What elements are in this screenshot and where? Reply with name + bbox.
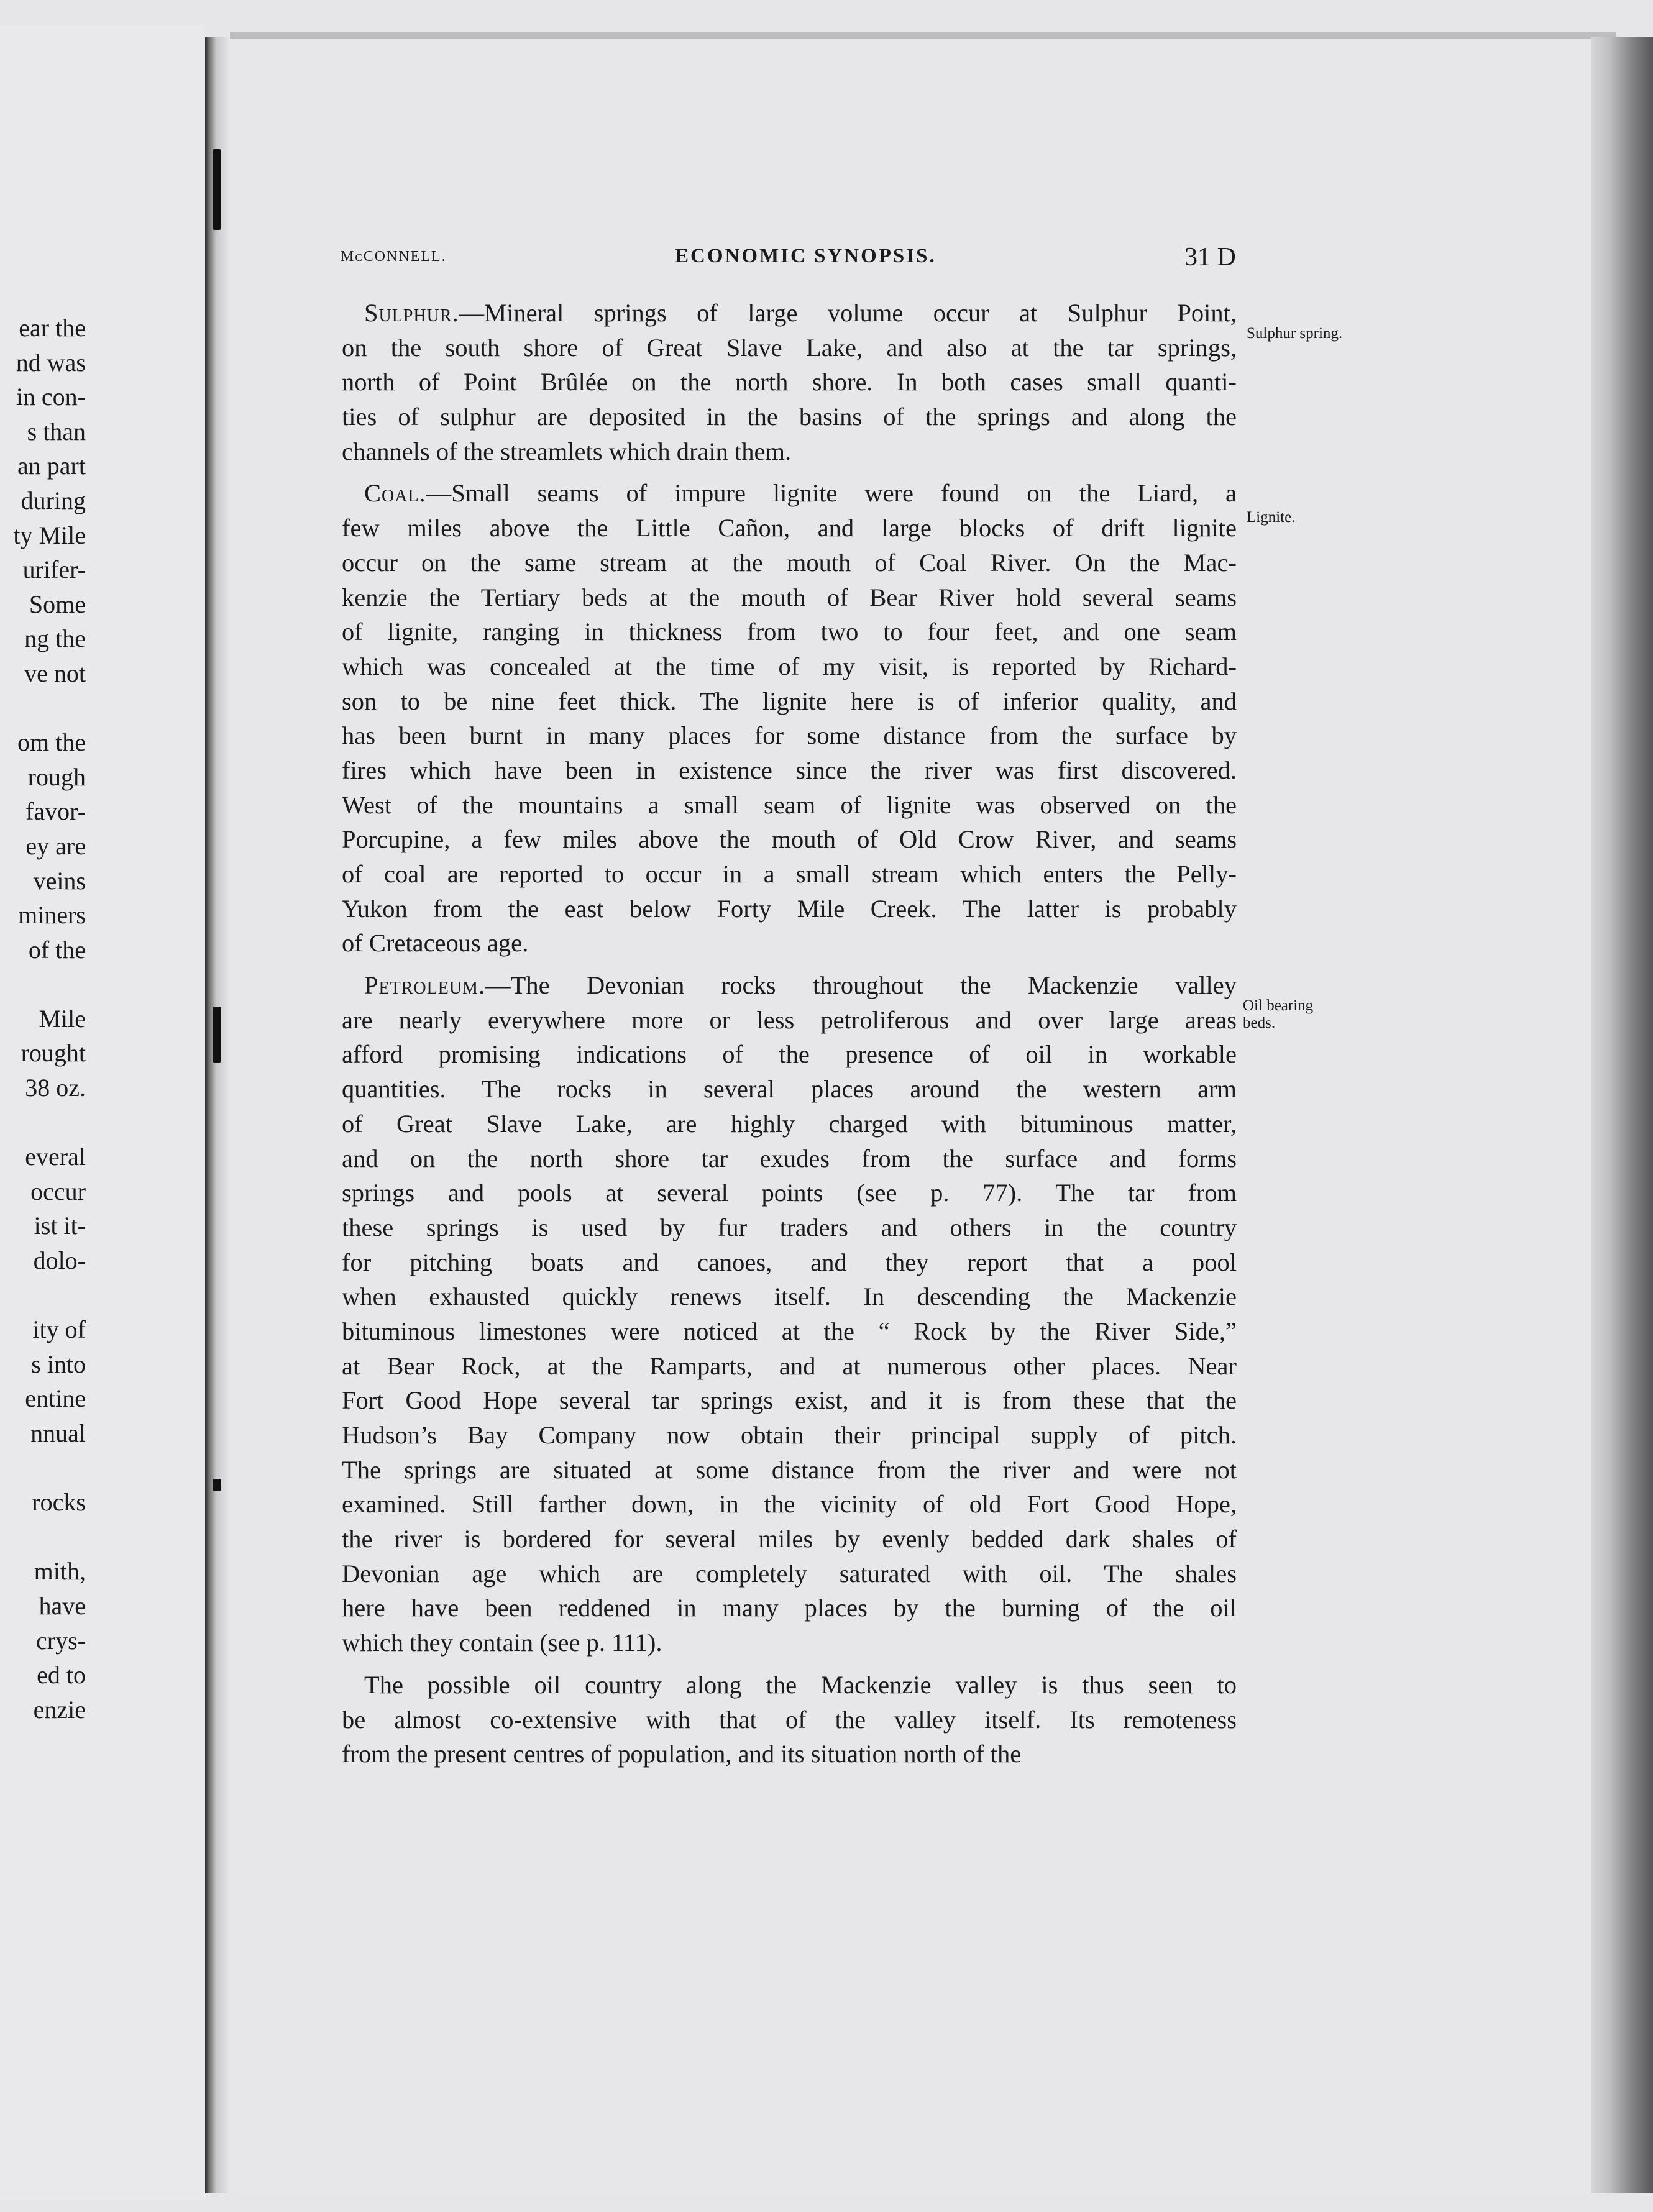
page-top-edge [230, 32, 1616, 39]
line-text: fires which have been in existence since the river was first discovered. [342, 756, 1237, 784]
left-page-line: mith, [34, 1557, 86, 1586]
left-page-line: ear the [19, 314, 86, 342]
text-line [342, 365, 1237, 400]
left-page-line: miners [18, 901, 86, 930]
margin-note-sulphur: Sulphur spring. [1247, 325, 1343, 342]
text-line [342, 1702, 1237, 1737]
line-text: for pitching boats and canoes, and they report that a pool [342, 1248, 1237, 1276]
text-line [342, 1349, 1237, 1384]
line-text: of Great Slave Lake, are highly charged with bituminous matter, [342, 1109, 1237, 1138]
left-page-line: rought [21, 1039, 86, 1067]
left-page-line [0, 1105, 86, 1140]
line-text: Hudson’s Bay Company now obtain their principal supply of pitch. [342, 1421, 1237, 1449]
left-page-line: of the [28, 935, 86, 964]
line-text: —Mineral springs of large volume occur at Sulphur Point, [459, 299, 1237, 327]
line-text: and on the north shore tar exudes from the surface and forms [342, 1144, 1237, 1172]
text-line [342, 1591, 1237, 1625]
text-line [342, 434, 1237, 469]
line-text: here have been reddened in many places by the burning of the oil [342, 1594, 1237, 1622]
text-line [342, 476, 1237, 511]
line-text: Devonian age which are completely saturated with oil. The shales [342, 1559, 1237, 1588]
line-text: Fort Good Hope several tar springs exist, and it is from these that the [342, 1386, 1237, 1415]
left-page-line: om the [17, 728, 86, 757]
left-page-line: urifer- [22, 555, 86, 584]
line-text: these springs is used by fur traders and others in the country [342, 1213, 1237, 1241]
left-page-line: rough [27, 762, 86, 791]
left-facing-page [0, 25, 205, 2200]
margin-note-beds: beds. [1243, 1015, 1276, 1031]
paragraph-sulphur [342, 296, 1237, 468]
text-line [342, 1522, 1237, 1556]
left-page-line: s into [31, 1350, 86, 1378]
text-line [342, 400, 1237, 434]
line-text: from the present centres of population, and its situation north of the [342, 1740, 1022, 1768]
margin-note-lignite: Lignite. [1247, 509, 1296, 526]
text-line [342, 1141, 1237, 1176]
text-line [342, 331, 1237, 365]
text-line [342, 1625, 1237, 1660]
left-page-line: s than [27, 417, 86, 446]
left-page-line [0, 691, 86, 726]
line-text: examined. Still farther down, in the vicinity of old Fort Good Hope, [342, 1490, 1237, 1519]
line-text: the river is bordered for several miles by evenly bedded dark shales of [342, 1525, 1237, 1553]
left-page-line: occur [30, 1177, 86, 1205]
left-page-line [0, 967, 86, 1002]
text-line [342, 546, 1237, 580]
line-text: —Small seams of impure lignite were found on the Liard, a [426, 479, 1237, 508]
left-page-line [0, 1278, 86, 1313]
left-page-line: ed to [37, 1661, 86, 1689]
left-page-line: ve not [24, 659, 86, 687]
text-line [342, 1383, 1237, 1418]
left-page-line: ist it- [34, 1212, 86, 1240]
line-text: kenzie the Tertiary beds at the mouth of Bear River hold several seams [342, 583, 1237, 611]
left-page-line: an part [17, 452, 86, 480]
left-page-line: ng the [24, 624, 86, 653]
left-page-line: nd was [16, 348, 86, 377]
line-text: at Bear Rock, at the Ramparts, and at numerous other places. Near [342, 1351, 1237, 1380]
left-page-line: enzie [33, 1695, 86, 1724]
text-line [342, 857, 1237, 892]
line-text: be almost co-extensive with that of the valley itself. Its remoteness [342, 1705, 1237, 1734]
text-line [342, 1245, 1237, 1280]
line-text: The possible oil country along the Mackenzie valley is thus seen to [364, 1670, 1237, 1699]
line-text: bituminous limestones were noticed at the “ Rock by the River Side,” [342, 1317, 1237, 1345]
line-text: has been burnt in many places for some distance from the surface by [342, 721, 1237, 750]
left-page-line: Mile [39, 1004, 86, 1033]
margin-note-oil-bearing: Oil bearing [1243, 997, 1314, 1014]
paragraph-coal [342, 476, 1237, 961]
left-page-line: ey are [25, 831, 86, 860]
text-line [342, 968, 1237, 1003]
text-line [342, 1003, 1237, 1038]
running-head-author: McCONNELL. [341, 249, 447, 265]
text-line [342, 1107, 1237, 1141]
text-line [342, 1176, 1237, 1210]
left-page-line: during [21, 486, 86, 514]
line-text: when exhausted quickly renews itself. In descending the Mackenzie [342, 1282, 1237, 1311]
left-page-line: ity of [32, 1315, 86, 1344]
line-text: north of Point Brûlée on the north shore. In both cases small quanti- [342, 368, 1237, 396]
gutter-shadow-mark [213, 1007, 221, 1063]
text-line [342, 1314, 1237, 1349]
left-page-line: everal [25, 1143, 86, 1171]
line-text: The springs are situated at some distance from the river and were not [342, 1455, 1237, 1484]
left-page-line: Some [29, 590, 86, 618]
paragraph-heading: Petroleum. [364, 971, 486, 1000]
paragraph-heading: Coal. [364, 479, 426, 508]
line-text: which was concealed at the time of my visit, is reported by Richard- [342, 652, 1237, 680]
page-number: 31 D [1184, 243, 1236, 272]
running-head-title: ECONOMIC SYNOPSIS. [675, 245, 936, 267]
left-page-line [0, 1451, 86, 1486]
left-page-line: rocks [32, 1488, 86, 1517]
left-page-line: veins [33, 866, 86, 895]
text-line [342, 1279, 1237, 1314]
text-line [342, 1453, 1237, 1488]
text-line [342, 1210, 1237, 1245]
left-page-line: dolo- [33, 1246, 86, 1275]
text-line [342, 822, 1237, 857]
text-line [342, 649, 1237, 684]
left-page-line: have [39, 1591, 86, 1620]
left-page-line: in con- [16, 383, 86, 411]
line-text: which they contain (see p. 111). [342, 1629, 662, 1657]
line-text: few miles above the Little Cañon, and large blocks of drift lignite [342, 514, 1237, 542]
line-text: afford promising indications of the presence of oil in workable [342, 1040, 1237, 1069]
paragraph-petroleum [342, 968, 1237, 1660]
line-text: of coal are reported to occur in a small stream which enters the Pelly- [342, 860, 1237, 888]
line-text: channels of the streamlets which drain them. [342, 437, 792, 465]
text-line [342, 1487, 1237, 1522]
text-line [342, 892, 1237, 926]
line-text: Yukon from the east below Forty Mile Creek. The latter is probably [342, 894, 1237, 923]
text-line [342, 1737, 1237, 1771]
line-text: springs and pools at several points (see p. 77). The tar from [342, 1179, 1237, 1207]
left-page-line [0, 1520, 86, 1555]
gutter-shadow-mark [213, 1479, 221, 1491]
text-line [342, 926, 1237, 961]
line-text: of lignite, ranging in thickness from two to four feet, and one seam [342, 618, 1237, 646]
text-line [342, 753, 1237, 788]
left-page-text-fragments [0, 311, 86, 1727]
text-line [342, 1072, 1237, 1107]
line-text: quantities. The rocks in several places around the western arm [342, 1075, 1237, 1104]
text-line [342, 1037, 1237, 1072]
line-text: Porcupine, a few miles above the mouth of Old Crow River, and seams [342, 825, 1237, 854]
line-text: —The Devonian rocks throughout the Mackenzie valley [485, 971, 1237, 1000]
line-text: ties of sulphur are deposited in the basins of the springs and along the [342, 403, 1237, 431]
text-line [342, 684, 1237, 719]
line-text: son to be nine feet thick. The lignite here is of inferior quality, and [342, 687, 1237, 715]
paragraph-oil-country [342, 1668, 1237, 1771]
book-gutter [205, 37, 230, 2193]
text-line [342, 580, 1237, 615]
left-page-line: nnual [30, 1419, 86, 1447]
text-line [342, 718, 1237, 753]
paragraph-heading: Sulphur. [364, 299, 459, 327]
left-page-line: favor- [25, 797, 86, 826]
text-line [342, 1668, 1237, 1702]
left-page-line: entine [25, 1384, 86, 1413]
text-line [342, 1418, 1237, 1453]
text-line [342, 615, 1237, 649]
body-text [342, 296, 1237, 1771]
line-text: on the south shore of Great Slave Lake, and also at the tar springs, [342, 333, 1237, 362]
line-text: West of the mountains a small seam of lignite was observed on the [342, 790, 1237, 819]
text-line [342, 788, 1237, 823]
gutter-shadow-mark [213, 149, 221, 230]
line-text: occur on the same stream at the mouth of Coal River. On the Mac- [342, 548, 1237, 577]
left-page-line: 38 oz. [25, 1074, 86, 1102]
text-line [342, 296, 1237, 331]
page-stack-edge [1591, 37, 1653, 2193]
line-text: are nearly everywhere more or less petroliferous and over large areas [342, 1005, 1237, 1034]
text-line [342, 1556, 1237, 1591]
left-page-line: ty Mile [13, 521, 86, 549]
text-line [342, 511, 1237, 546]
running-head [0, 243, 1653, 280]
left-page-line: crys- [36, 1626, 86, 1655]
line-text: of Cretaceous age. [342, 929, 529, 957]
